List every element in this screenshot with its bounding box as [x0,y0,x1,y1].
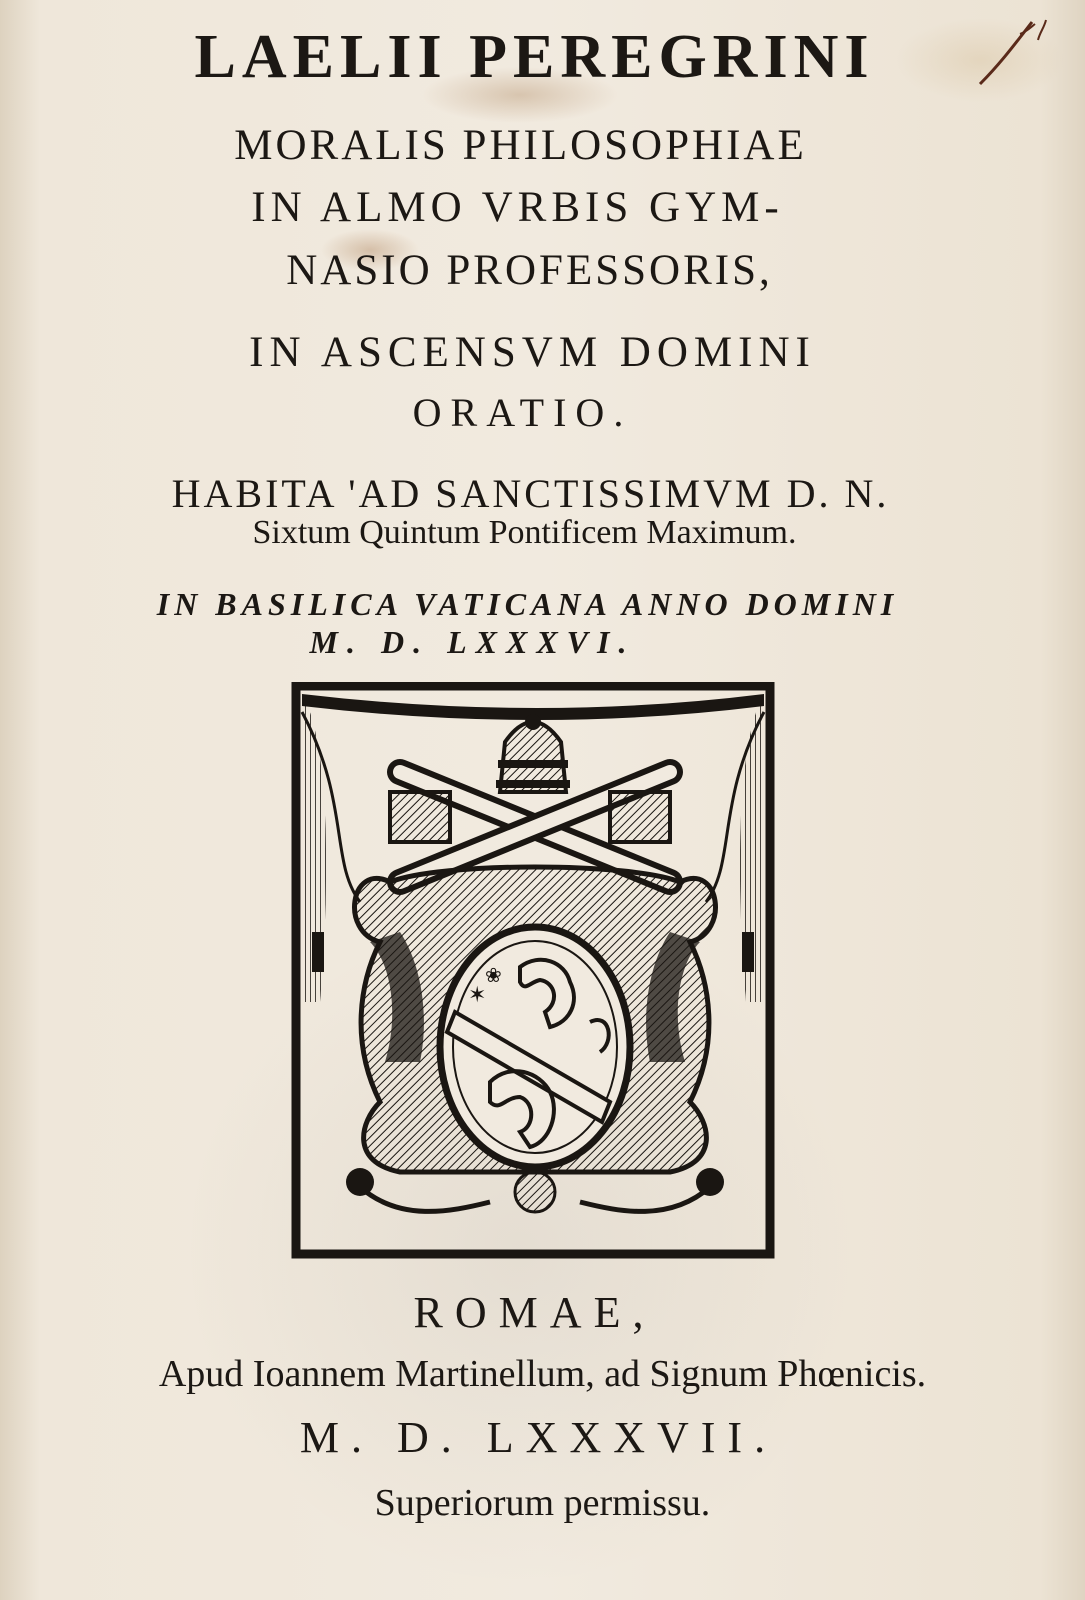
svg-text:❀: ❀ [485,965,502,987]
papal-coat-of-arms-woodcut-icon [290,682,790,1262]
author-line: LAELII PEREGRINI [194,23,875,91]
imprint-printer: Apud Ioannem Martinellum, ad Signum Phœnicis. [158,1353,927,1395]
title-line-7: HABITA 'AD SANCTISSIMVM D. N. [171,471,890,516]
imprint-year: M. D. LXXXVII. [299,1413,778,1462]
title-line-2: MORALIS PHILOSOPHIAE [234,122,807,169]
title-line-9: IN BASILICA VATICANA ANNO DOMINI [156,586,899,622]
imprint-permission: Superiorum permissu. [374,1482,711,1524]
svg-text:✶: ✶ [468,982,487,1007]
title-line-8: Sixtum Quintum Pontificem Maximum. [252,514,797,551]
title-line-6: ORATIO. [412,390,633,435]
title-line-10: M. D. LXXXVI. [309,624,636,660]
title-line-5: IN ASCENSVM DOMINI [249,329,816,376]
title-line-3: IN ALMO VRBIS GYM- [251,184,784,231]
title-line-4: NASIO PROFESSORIS, [286,247,773,294]
imprint-city: ROMAE, [413,1288,656,1337]
